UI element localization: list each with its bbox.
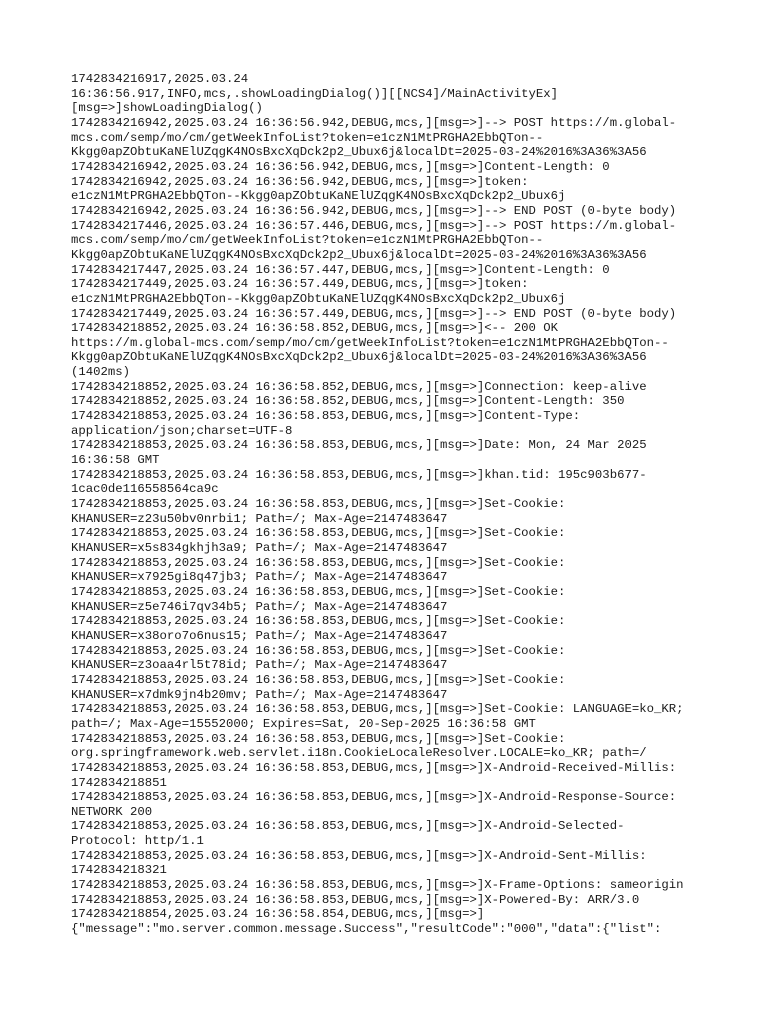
log-line: mcs.com/semp/mo/cm/getWeekInfoList?token=e1czN1MtPRGHA2EbbQTon-- [71,233,544,248]
log-line: 1742834218853,2025.03.24 16:36:58.853,DEBUG,mcs,][msg=>]Set-Cookie: [71,497,566,512]
log-text-block [71,72,711,937]
log-line: {"message":"mo.server.common.message.Success","resultCode":"000","data":{"list": [71,922,662,937]
log-line: KHANUSER=z3oaa4rl5t78id; Path=/; Max-Age=2147483647 [71,658,448,673]
log-line: e1czN1MtPRGHA2EbbQTon--Kkgg0apZObtuKaNElUZqgK4NOsBxcXqDck2p2_Ubux6j [71,189,566,204]
log-line: KHANUSER=x5s834gkhjh3a9; Path=/; Max-Age=2147483647 [71,541,448,555]
log-line: 1742834218853,2025.03.24 16:36:58.853,DEBUG,mcs,][msg=>]Set-Cookie: [71,555,566,570]
log-line: 1742834218852,2025.03.24 16:36:58.852,DEBUG,mcs,][msg=>]<-- 200 OK [71,321,559,336]
log-line: 1742834216942,2025.03.24 16:36:56.942,DEBUG,mcs,][msg=>]Content-Length: 0 [71,159,610,174]
log-line: 1742834218853,2025.03.24 16:36:58.853,DEBUG,mcs,][msg=>]X-Android-Received-Millis: [71,760,677,775]
log-line: 1742834216917,2025.03.24 [71,72,249,86]
log-line: 1742834218853,2025.03.24 16:36:58.853,DEBUG,mcs,][msg=>]X-Frame-Options: sameorigin [71,878,684,893]
log-line: 1742834218851 [71,775,167,790]
log-line: 1742834218853,2025.03.24 16:36:58.853,DEBUG,mcs,][msg=>]X-Android-Selected- [71,819,625,834]
log-line: 1742834218853,2025.03.24 16:36:58.853,DEBUG,mcs,][msg=>]Set-Cookie: [71,526,566,541]
log-line: KHANUSER=x7925gi8q47jb3; Path=/; Max-Age=2147483647 [71,570,448,585]
log-line: NETWORK 200 [71,804,153,819]
log-line: 1742834218853,2025.03.24 16:36:58.853,DEBUG,mcs,][msg=>]Set-Cookie: [71,584,566,599]
log-line: path=/; Max-Age=15552000; Expires=Sat, 20-Sep-2025 16:36:58 GMT [71,716,536,731]
log-line: [msg=>]showLoadingDialog() [71,101,263,116]
log-line: 1742834217449,2025.03.24 16:36:57.449,DEBUG,mcs,][msg=>]token: [71,277,529,292]
log-line: Kkgg0apZObtuKaNElUZqgK4NOsBxcXqDck2p2_Ubux6j&localDt=2025-03-24%2016%3A36%3A56 [71,145,647,160]
log-line: 1742834218852,2025.03.24 16:36:58.852,DEBUG,mcs,][msg=>]Connection: keep-alive [71,379,647,394]
log-line: 1742834218853,2025.03.24 16:36:58.853,DEBUG,mcs,][msg=>]Set-Cookie: [71,672,566,687]
log-line: 1742834217449,2025.03.24 16:36:57.449,DEBUG,mcs,][msg=>]--> END POST (0-byte body) [71,306,677,321]
log-line: 1742834218852,2025.03.24 16:36:58.852,DEBUG,mcs,][msg=>]Content-Length: 350 [71,394,625,409]
log-line: Protocol: http/1.1 [71,834,204,849]
log-line: e1czN1MtPRGHA2EbbQTon--Kkgg0apZObtuKaNElUZqgK4NOsBxcXqDck2p2_Ubux6j [71,291,566,306]
log-line: https://m.global-mcs.com/semp/mo/cm/getWeekInfoList?token=e1czN1MtPRGHA2EbbQTon-- [71,335,669,350]
log-line: KHANUSER=z5e746i7qv34b5; Path=/; Max-Age=2147483647 [71,599,448,614]
log-line: 1742834216942,2025.03.24 16:36:56.942,DEBUG,mcs,][msg=>]--> POST https://m.global- [71,115,677,130]
log-line: KHANUSER=x38oro7o6nus15; Path=/; Max-Age=2147483647 [71,628,448,643]
log-line: 1742834218853,2025.03.24 16:36:58.853,DEBUG,mcs,][msg=>]Set-Cookie: [71,614,566,629]
log-line: 1742834218853,2025.03.24 16:36:58.853,DEBUG,mcs,][msg=>]Set-Cookie: [71,731,566,746]
log-line: 1742834217446,2025.03.24 16:36:57.446,DEBUG,mcs,][msg=>]--> POST https://m.global- [71,218,677,233]
log-line: KHANUSER=z23u50bv0nrbi1; Path=/; Max-Age=2147483647 [71,511,448,526]
log-line: 1742834218853,2025.03.24 16:36:58.853,DEBUG,mcs,][msg=>]Content-Type: [71,409,581,424]
log-line: 1742834218853,2025.03.24 16:36:58.853,DEBUG,mcs,][msg=>]X-Android-Response-Source: [71,790,677,805]
log-line: Kkgg0apZObtuKaNElUZqgK4NOsBxcXqDck2p2_Ubux6j&localDt=2025-03-24%2016%3A36%3A56 [71,350,647,365]
log-line: 1742834216942,2025.03.24 16:36:56.942,DEBUG,mcs,][msg=>]token: [71,174,529,189]
log-line: (1402ms) [71,365,131,380]
log-line: 1742834218853,2025.03.24 16:36:58.853,DEBUG,mcs,][msg=>]X-Android-Sent-Millis: [71,848,647,863]
log-line: 1742834216942,2025.03.24 16:36:56.942,DEBUG,mcs,][msg=>]--> END POST (0-byte body) [71,203,677,218]
log-line: 1742834217447,2025.03.24 16:36:57.447,DEBUG,mcs,][msg=>]Content-Length: 0 [71,262,610,277]
log-line: 16:36:56.917,INFO,mcs,.showLoadingDialog()][[NCS4]/MainActivityEx] [71,86,559,101]
log-line: Kkgg0apZObtuKaNElUZqgK4NOsBxcXqDck2p2_Ubux6j&localDt=2025-03-24%2016%3A36%3A56 [71,247,647,262]
log-line: 1742834218853,2025.03.24 16:36:58.853,DEBUG,mcs,][msg=>]Date: Mon, 24 Mar 2025 [71,438,647,453]
log-line: org.springframework.web.servlet.i18n.CookieLocaleResolver.LOCALE=ko_KR; path=/ [71,746,647,761]
log-line: application/json;charset=UTF-8 [71,423,293,438]
log-line: 1742834218853,2025.03.24 16:36:58.853,DEBUG,mcs,][msg=>]khan.tid: 195c903b677- [71,467,647,482]
log-line: mcs.com/semp/mo/cm/getWeekInfoList?token=e1czN1MtPRGHA2EbbQTon-- [71,130,544,145]
log-line: 16:36:58 GMT [71,453,160,468]
log-line: 1742834218321 [71,863,167,878]
log-line: 1742834218853,2025.03.24 16:36:58.853,DEBUG,mcs,][msg=>]Set-Cookie: [71,643,566,658]
log-line: 1742834218853,2025.03.24 16:36:58.853,DEBUG,mcs,][msg=>]Set-Cookie: LANGUAGE=ko_KR; [71,702,684,717]
log-line: 1742834218853,2025.03.24 16:36:58.853,DEBUG,mcs,][msg=>]X-Powered-By: ARR/3.0 [71,892,640,907]
log-line: 1742834218854,2025.03.24 16:36:58.854,DEBUG,mcs,][msg=>] [71,907,485,922]
log-line: 1cac0de116558564ca9c [71,482,219,497]
log-line: KHANUSER=x7dmk9jn4b20mv; Path=/; Max-Age=2147483647 [71,687,448,702]
